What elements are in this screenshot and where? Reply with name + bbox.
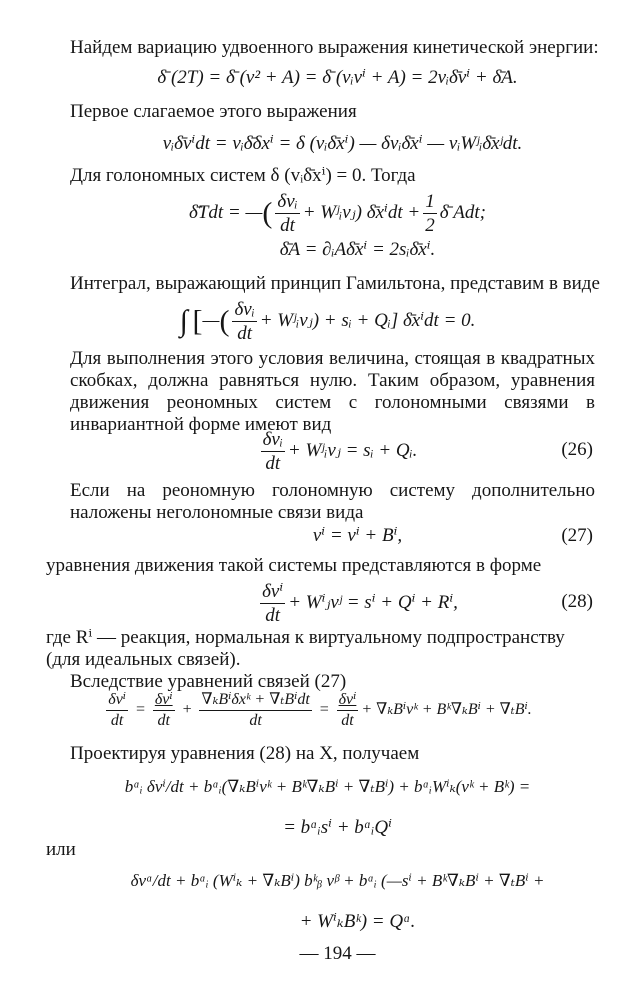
equation-28-rest: + Wⁱⱼvʲ = sⁱ + Qⁱ + Rⁱ, — [288, 591, 458, 613]
fraction-dv-dt — [275, 192, 299, 235]
equation-27-number: (27) — [561, 525, 593, 546]
fraction-numerator: δvⁱ — [337, 692, 359, 711]
fraction-denominator: dt — [110, 712, 124, 729]
or-word: или — [46, 839, 76, 860]
fraction-numerator: 1 — [425, 191, 435, 212]
fraction-numerator: δvⁱ — [106, 692, 128, 711]
paragraph-nonholonomic: Если на реономную голономную систему дополнительно наложены неголономные связи вида — [70, 480, 595, 523]
fraction-denominator: dt — [157, 712, 170, 729]
paragraph-condition: Для выполнения этого условия величина, стоящая в квадратных скобках, должна равняться нулю. Таким образом, уравнения движения реономных систем с голономными связями в инвариантной форме имеют вид — [70, 348, 595, 435]
where-line-2: (для идеальных связей). — [46, 649, 241, 670]
equation-Tdt-end: δ̄ Adt; — [439, 201, 486, 223]
fraction-3 — [199, 692, 311, 729]
equation-final-line-1: δvᵅ/dt + bᵅᵢ (Wⁱₖ + ∇ₖBⁱ) bᵏᵦ vᵝ + bᵅᵢ (—sⁱ + Bᵏ∇ₖBⁱ + ∇ₜBⁱ + — [130, 871, 545, 890]
fraction-denominator: dt — [341, 712, 354, 729]
first-term-line: Первое слагаемое этого выражения — [70, 101, 357, 122]
equation-Tdt-left: δ̄Tdt = — — [189, 201, 263, 223]
equation-integral-rest: + Wʲᵢvⱼ) + sᵢ + Qᵢ] δ̄xⁱdt = 0. — [259, 309, 476, 331]
equation-integral: ∫ [—( $\frac{\text{δvᵢ}}{dt}$ + Wʲᵢvⱼ) + sᵢ + Qᵢ] δ̄xⁱdt = 0. — [179, 299, 476, 344]
equation-Tdt — [0, 192, 635, 235]
equation-26-number: (26) — [561, 439, 593, 460]
intro-line: Найдем вариацию удвоенного выражения кинетической энергии: — [70, 37, 599, 58]
where-line-1: где Rⁱ — реакция, нормальная к виртуальному подпространству — [46, 627, 565, 648]
fraction-dv-dt — [261, 430, 285, 473]
fraction-numerator: ∇ₖBⁱδxᵏ + ∇ₜBⁱdt — [199, 692, 311, 711]
paren-open: ( — [262, 196, 273, 230]
projecting-line: Проектируя уравнения (28) на X, получаем — [70, 743, 420, 764]
fraction-denominator: dt — [280, 215, 295, 236]
holonomic-line: Для голономных систем δ (vᵢδ̄xⁱ) = 0. Тогда — [70, 165, 416, 186]
equation-Tdt-right: + Wʲᵢvⱼ) δ̄xⁱdt + — [302, 201, 421, 223]
equation-28 — [0, 582, 635, 625]
fraction-2 — [153, 692, 175, 729]
fraction-denominator: dt — [265, 453, 281, 474]
equation-projection-line-1: bᵅᵢ δvⁱ/dt + bᵅᵢ(∇ₖBⁱvᵏ + Bᵏ∇ₖBⁱ + ∇ₜBⁱ) + bᵅᵢWⁱₖ(vᵏ + Bᵏ) = — [124, 777, 531, 796]
equation-first-term: vᵢδ̄vⁱdt = vᵢδ̄δxⁱ = δ (vᵢδ̄xⁱ) — δvᵢδ̄xⁱ — vᵢWʲᵢδ̄xʲdt. — [162, 133, 523, 154]
equation-27: vⁱ = vⁱ + Bⁱ, — [312, 525, 403, 546]
equation-consequence: $\frac{\text{δvⁱ}}{dt}$ = $\frac{\text{δvⁱ}}{dt}$ + $\frac{\text{∇ₖBⁱδxᵏ + ∇ₜBⁱdt}}{dt}$ = $\frac{\text{δvⁱ}}{dt}$ + ∇ₖBⁱvᵏ + Bᵏ∇ₖBⁱ + ∇ₜBⁱ. — [108, 691, 532, 729]
fraction-numerator: δvⁱ — [262, 581, 284, 602]
fraction-dv-dt — [260, 582, 285, 625]
equation-consequence-rest: + ∇ₖBⁱvᵏ + Bᵏ∇ₖBⁱ + ∇ₜBⁱ. — [361, 701, 532, 719]
fraction-4 — [337, 692, 359, 729]
bracket-open: [ — [192, 304, 203, 338]
paren-open: ( — [219, 304, 230, 338]
equation-kinetic-variation: δ̄ (2T) = δ̄ (v² + A) = δ̄ (vᵢvⁱ + A) = 2vᵢδ̄vⁱ + δ̄A. — [157, 67, 518, 88]
consequence-line: Вследствие уравнений связей (27) — [70, 671, 347, 692]
fraction-numerator: δvᵢ — [277, 191, 298, 212]
fraction-denominator: dt — [265, 605, 281, 626]
fraction-dv-dt — [232, 300, 256, 343]
fraction-half — [423, 192, 437, 235]
fraction-denominator: dt — [249, 712, 262, 729]
equation-26 — [0, 430, 635, 473]
page-number: — 194 — — [299, 943, 376, 964]
hamilton-line: Интеграл, выражающий принцип Гамильтона, представим в виде — [70, 273, 600, 294]
fraction-1 — [106, 692, 128, 729]
fraction-denominator: 2 — [425, 215, 435, 236]
motion-line: уравнения движения такой системы представляются в форме — [46, 555, 542, 576]
fraction-numerator: δvⁱ — [153, 692, 175, 711]
integral-sign: ∫ — [179, 304, 188, 338]
equation-28-number: (28) — [561, 591, 593, 612]
equation-final-line-2: + WⁱₖBᵏ) = Qᵅ. — [299, 911, 416, 932]
fraction-numerator: δvᵢ — [262, 429, 283, 450]
fraction-numerator: δvᵢ — [234, 299, 255, 320]
equation-A: δ̄A = ∂ᵢAδ̄xⁱ = 2sᵢδ̄xⁱ. — [279, 239, 436, 260]
fraction-denominator: dt — [237, 323, 252, 344]
equation-26-rest: + Wʲᵢvⱼ = sᵢ + Qᵢ. — [287, 439, 418, 461]
equation-projection-line-2: = bᵅᵢsⁱ + bᵅᵢQⁱ — [283, 817, 392, 838]
